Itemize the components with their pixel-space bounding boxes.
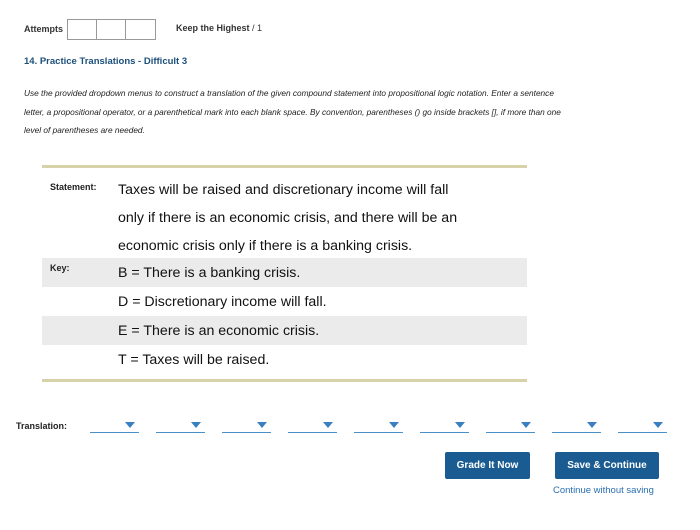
continue-without-saving-link[interactable]: Continue without saving	[553, 485, 654, 496]
chevron-down-icon	[257, 422, 267, 428]
chevron-down-icon	[389, 422, 399, 428]
key-row	[42, 345, 527, 374]
instructions-line: level of parentheses are needed.	[24, 125, 145, 135]
instructions-line: letter, a propositional operator, or a parenthetical mark into each blank space. By convention, parentheses () go inside brackets [], if more than one	[24, 106, 561, 117]
key-row	[42, 287, 527, 316]
chevron-down-icon	[125, 422, 135, 428]
chevron-down-icon	[323, 422, 333, 428]
question-title: 14. Practice Translations - Difficult 3	[24, 56, 188, 67]
attempt-boxes	[67, 19, 156, 40]
key-item-t: T = Taxes will be raised.	[118, 352, 270, 368]
translation-dropdown[interactable]	[354, 417, 403, 433]
statement-line: Taxes will be raised and discretionary income will fall	[118, 182, 449, 198]
statement-label: Statement:	[50, 182, 97, 192]
key-item-d: D = Discretionary income will fall.	[118, 294, 327, 310]
key-label: Key:	[50, 263, 70, 273]
attempt-box	[126, 20, 155, 39]
attempts-section	[24, 18, 156, 40]
keep-highest	[176, 23, 262, 33]
translation-dropdown[interactable]	[222, 417, 271, 433]
translation-dropdown[interactable]	[90, 417, 139, 433]
key-item-e: E = There is an economic crisis.	[118, 323, 320, 339]
statement-panel	[42, 165, 527, 382]
grade-it-now-button[interactable]: Grade It Now	[445, 452, 530, 479]
save-and-continue-button[interactable]: Save & Continue	[555, 452, 659, 479]
statement-line: economic crisis only if there is a banking crisis.	[118, 238, 413, 254]
instructions-line: Use the provided dropdown menus to construct a translation of the given compound statement into propositional logic notation. Enter a sentence	[24, 88, 554, 98]
instructions	[24, 84, 692, 140]
statement-text	[118, 176, 457, 260]
key-row	[42, 258, 527, 287]
statement-line: only if there is an economic crisis, and there will be an	[118, 210, 458, 226]
chevron-down-icon	[587, 422, 597, 428]
keep-highest-label: Keep the Highest	[176, 23, 250, 33]
attempts-label: Attempts	[24, 24, 64, 34]
keep-highest-count: / 1	[252, 23, 263, 33]
translation-dropdown[interactable]	[288, 417, 337, 433]
chevron-down-icon	[521, 422, 531, 428]
translation-dropdown[interactable]	[156, 417, 205, 433]
attempt-box	[97, 20, 126, 39]
attempt-box	[68, 20, 97, 39]
translation-dropdown[interactable]	[552, 417, 601, 433]
chevron-down-icon	[191, 422, 201, 428]
chevron-down-icon	[653, 422, 663, 428]
key-row	[42, 316, 527, 345]
translation-dropdown[interactable]	[420, 417, 469, 433]
translation-dropdown[interactable]	[618, 417, 667, 433]
key-item-b: B = There is a banking crisis.	[118, 265, 301, 281]
chevron-down-icon	[455, 422, 465, 428]
translation-label: Translation:	[16, 421, 68, 431]
translation-dropdown[interactable]	[486, 417, 535, 433]
statement-row	[42, 174, 527, 258]
